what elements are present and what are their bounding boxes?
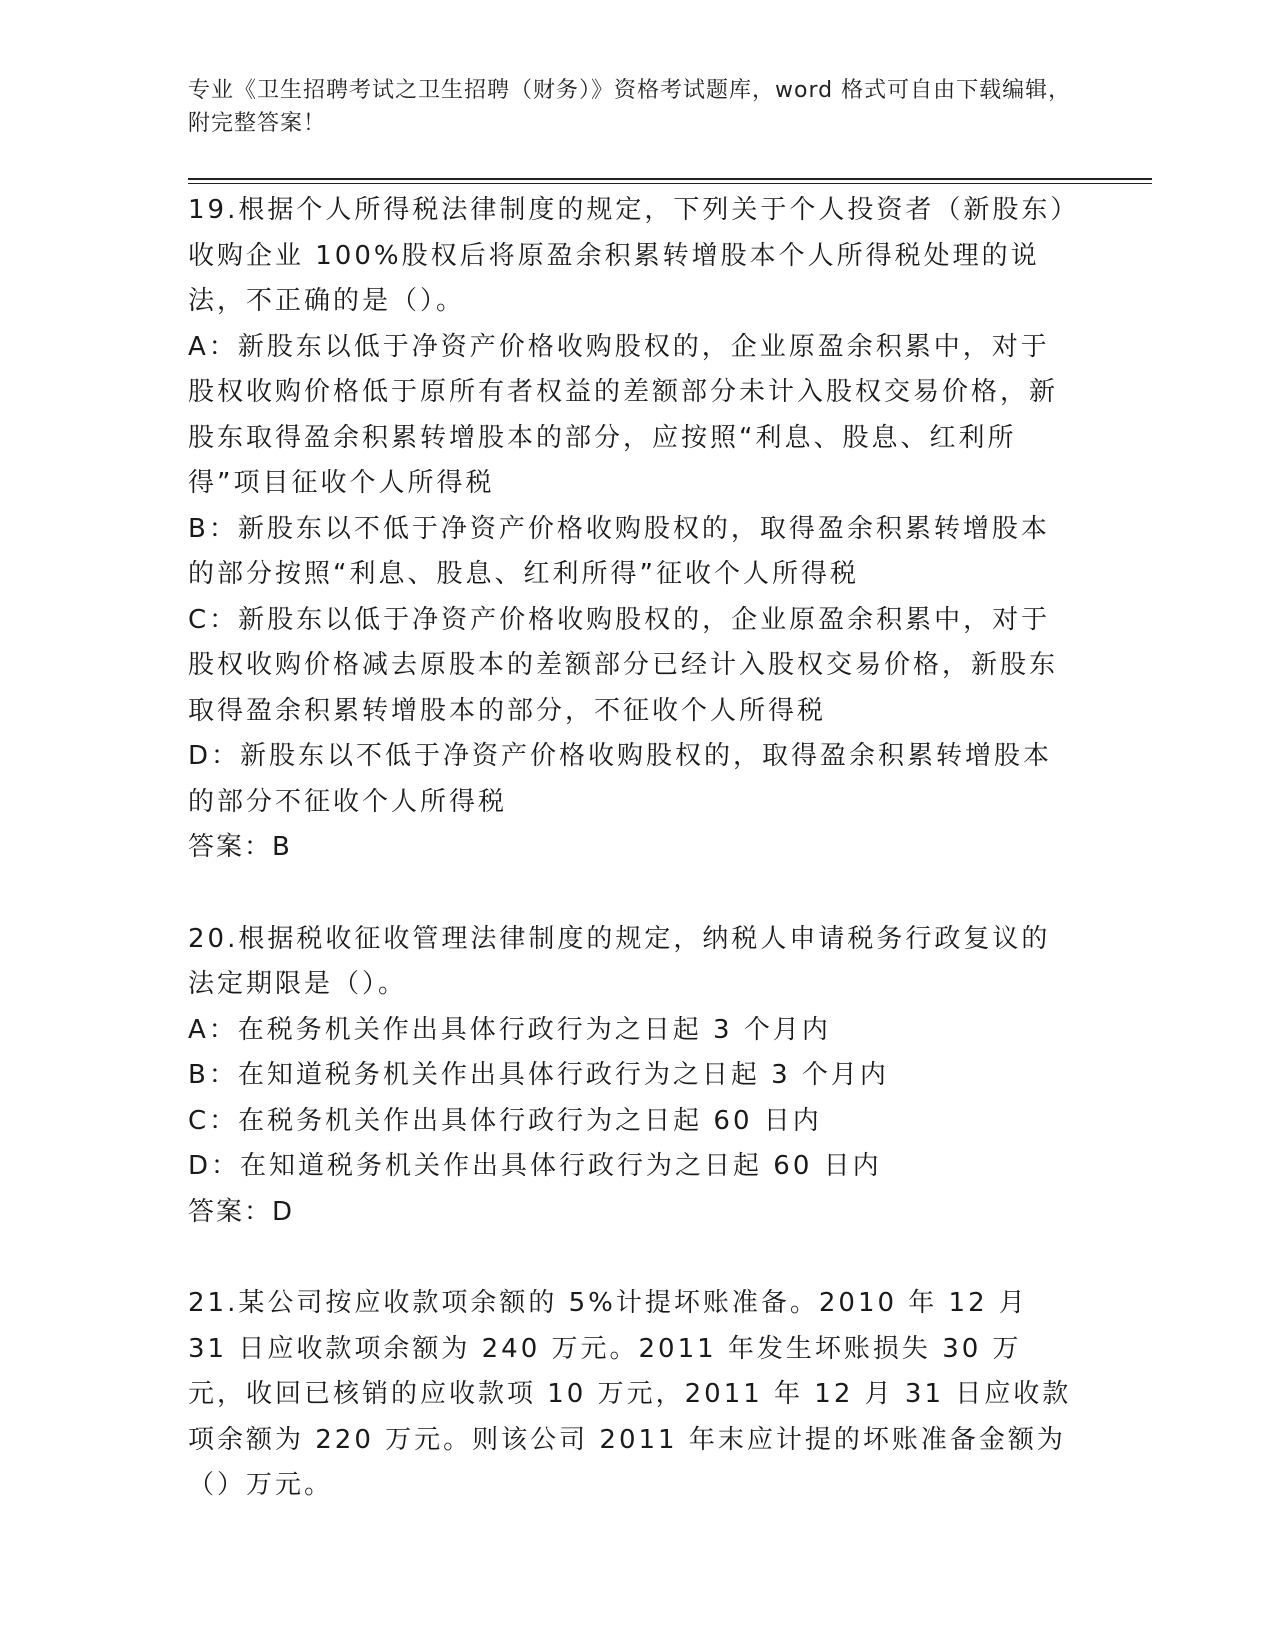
answer: 答案：B bbox=[188, 832, 292, 862]
option-a: A：新股东以低于净资产价格收购股权的，企业原盈余积累中，对于股权收购价格低于原所有者权益的差额部分未计入股权交易价格，新股东取得盈余积累转增股本的部分，应按照“利息、股息、红利所得”项目征收个人所得税 bbox=[188, 331, 1059, 498]
answer: 答案：D bbox=[188, 1196, 295, 1227]
option-a: A：在税务机关作出具体行政行为之日起 3 个月内 bbox=[188, 1014, 831, 1045]
question-list bbox=[188, 188, 1078, 1509]
question-21 bbox=[188, 1281, 1078, 1509]
question-20 bbox=[188, 917, 1078, 1236]
question-stem: 21.某公司按应收款项余额的 5%计提坏账准备。2010 年 12 月 31 日应收款项余额为 240 万元。2011 年发生坏账损失 30 万元，收回已核销的应收款项 10 万元，2011 年 12 月 31 日应收款项余额为 220 万元。则该公司 2011 年末应计提的坏账准备金额为（）万元。 bbox=[188, 1288, 1072, 1500]
option-b: B：在知道税务机关作出具体行政行为之日起 3 个月内 bbox=[188, 1060, 889, 1090]
option-b: B：新股东以不低于净资产价格收购股权的，取得盈余积累转增股本的部分按照“利息、股息、红利所得”征收个人所得税 bbox=[188, 513, 1050, 589]
question-spacer bbox=[188, 871, 1078, 917]
option-d: D：在知道税务机关作出具体行政行为之日起 60 日内 bbox=[188, 1151, 882, 1181]
header-rule-thin bbox=[188, 183, 1152, 184]
header-rule-thick bbox=[188, 178, 1152, 180]
question-stem: 20.根据税收征收管理法律制度的规定，纳税人申请税务行政复议的法定期限是（）。 bbox=[188, 923, 1051, 999]
question-stem: 19.根据个人所得税法律制度的规定，下列关于个人投资者（新股东）收购企业 100%股权后将原盈余积累转增股本个人所得税处理的说法，不正确的是（）。 bbox=[188, 195, 1067, 316]
document-header: 专业《卫生招聘考试之卫生招聘（财务）》资格考试题库，word 格式可自由下载编辑，附完整答案！ bbox=[188, 78, 1072, 136]
option-c: C：新股东以低于净资产价格收购股权的，企业原盈余积累中，对于股权收购价格减去原股本的差额部分已经计入股权交易价格，新股东取得盈余积累转增股本的部分，不征收个人所得税 bbox=[188, 604, 1059, 726]
option-d: D：新股东以不低于净资产价格收购股权的，取得盈余积累转增股本的部分不征收个人所得税 bbox=[188, 741, 1053, 817]
option-c: C：在税务机关作出具体行政行为之日起 60 日内 bbox=[188, 1105, 822, 1136]
question-spacer bbox=[188, 1235, 1078, 1281]
question-19 bbox=[188, 188, 1078, 871]
